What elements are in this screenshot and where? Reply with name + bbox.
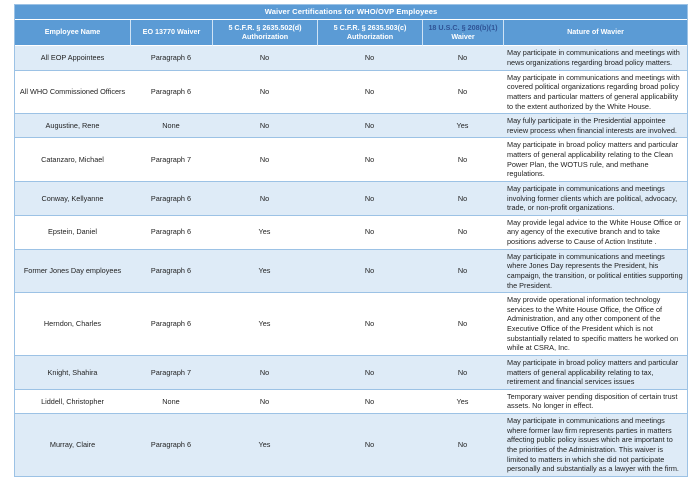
cell-cfr-502d-authorization: Yes (212, 414, 317, 476)
cell-usc-208b1-waiver: No (422, 356, 503, 390)
cell-nature-of-waiver: May provide legal advice to the White House Office or any agency of the executive branch and to take positions adverse to Cause of Action Institute . (503, 216, 687, 250)
cell-usc-208b1-waiver: No (422, 71, 503, 115)
cell-eo-13770-waiver: Paragraph 6 (130, 182, 212, 216)
cell-cfr-503c-authorization: No (317, 46, 422, 70)
table-row (15, 71, 687, 115)
table-row (15, 390, 687, 414)
cell-cfr-502d-authorization: No (212, 71, 317, 115)
cell-employee-name: Knight, Shahira (15, 356, 130, 390)
cell-cfr-502d-authorization: No (212, 138, 317, 182)
cell-cfr-503c-authorization: No (317, 138, 422, 182)
column-header-eo-13770-waiver (130, 20, 212, 47)
column-header-employee-name (15, 20, 130, 47)
column-header-label: Employee Name (44, 27, 101, 37)
cell-nature-of-waiver: May participate in communications and meetings with news organizations regarding broad policy matters. (503, 46, 687, 70)
cell-employee-name: Epstein, Daniel (15, 216, 130, 250)
cell-cfr-502d-authorization: Yes (212, 216, 317, 250)
cell-cfr-503c-authorization: No (317, 356, 422, 390)
column-header-label-line1: 5 C.F.R. § 2635.503(c) (333, 22, 407, 32)
cell-cfr-503c-authorization: No (317, 182, 422, 216)
cell-cfr-503c-authorization: No (317, 71, 422, 115)
cell-nature-of-waiver: May participate in broad policy matters and particular matters of general applicability relating to tax, retirement and financial services issues (503, 356, 687, 390)
cell-usc-208b1-waiver: No (422, 250, 503, 294)
table-row (15, 182, 687, 216)
cell-cfr-502d-authorization: No (212, 46, 317, 70)
cell-employee-name: Conway, Kellyanne (15, 182, 130, 216)
cell-eo-13770-waiver: None (130, 390, 212, 414)
table-title-row (15, 5, 687, 20)
table-row (15, 46, 687, 70)
table-row (15, 138, 687, 182)
cell-usc-208b1-waiver: No (422, 293, 503, 356)
table-row (15, 414, 687, 476)
cell-nature-of-waiver: May participate in communications and meetings where Jones Day represents the President, his campaign, the transition, or political entities supporting the President. (503, 250, 687, 294)
cell-usc-208b1-waiver: No (422, 46, 503, 70)
cell-usc-208b1-waiver: No (422, 138, 503, 182)
column-header-label-line1: 5 C.F.R. § 2635.502(d) (228, 22, 302, 32)
cell-cfr-503c-authorization: No (317, 390, 422, 414)
cell-eo-13770-waiver: None (130, 114, 212, 138)
cell-cfr-503c-authorization: No (317, 216, 422, 250)
column-header-label-line1: 18 U.S.C. § 208(b)(1) (428, 22, 498, 32)
column-header-label: EO 13770 Waiver (142, 27, 201, 37)
cell-nature-of-waiver: Temporary waiver pending disposition of certain trust assets. No longer in effect. (503, 390, 687, 414)
cell-eo-13770-waiver: Paragraph 7 (130, 138, 212, 182)
cell-nature-of-waiver: May participate in broad policy matters and particular matters of general applicability relating to the Clean Power Plan, the WOTUS rule, and methane regulations. (503, 138, 687, 182)
cell-employee-name: Murray, Claire (15, 414, 130, 476)
cell-cfr-502d-authorization: No (212, 114, 317, 138)
table-row (15, 293, 687, 356)
cell-eo-13770-waiver: Paragraph 7 (130, 356, 212, 390)
cell-nature-of-waiver: May participate in communications and meetings with covered political organizations regarding broad policy matters and particular matters of general applicability to the extent authorized by the White House. (503, 71, 687, 115)
column-header-cfr-503c-authorization (317, 20, 422, 47)
cell-employee-name: Former Jones Day employees (15, 250, 130, 294)
cell-cfr-502d-authorization: Yes (212, 293, 317, 356)
cell-nature-of-waiver: May fully participate in the Presidential appointee review process when financial interests are involved. (503, 114, 687, 138)
cell-eo-13770-waiver: Paragraph 6 (130, 216, 212, 250)
cell-cfr-502d-authorization: No (212, 390, 317, 414)
cell-usc-208b1-waiver: Yes (422, 114, 503, 138)
cell-usc-208b1-waiver: No (422, 182, 503, 216)
column-header-label: Nature of Wavier (567, 27, 624, 37)
cell-eo-13770-waiver: Paragraph 6 (130, 46, 212, 70)
cell-employee-name: Herndon, Charles (15, 293, 130, 356)
cell-usc-208b1-waiver: Yes (422, 390, 503, 414)
table-row (15, 216, 687, 250)
waiver-certifications-table (14, 4, 688, 477)
table-row (15, 356, 687, 390)
cell-cfr-503c-authorization: No (317, 293, 422, 356)
column-header-usc-208b1-waiver (422, 20, 503, 47)
cell-employee-name: Liddell, Christopher (15, 390, 130, 414)
table-title: Waiver Certifications for WHO/OVP Employees (15, 5, 687, 20)
cell-nature-of-waiver: May participate in communications and meetings involving former clients which are political, advocacy, trade, or non-profit organizations. (503, 182, 687, 216)
column-header-label-line2: Waiver (451, 32, 475, 42)
cell-employee-name: All EOP Appointees (15, 46, 130, 70)
cell-eo-13770-waiver: Paragraph 6 (130, 293, 212, 356)
cell-cfr-502d-authorization: No (212, 182, 317, 216)
column-header-cfr-502d-authorization (212, 20, 317, 47)
column-header-row (15, 20, 687, 47)
cell-cfr-502d-authorization: No (212, 356, 317, 390)
cell-cfr-503c-authorization: No (317, 250, 422, 294)
cell-cfr-503c-authorization: No (317, 414, 422, 476)
cell-nature-of-waiver: May provide operational information technology services to the White House Office, the Office of Administration, and any other component of the Executive Office of the President which is not substantially related to specific matters he worked on while at CSRA, Inc. (503, 293, 687, 356)
cell-cfr-502d-authorization: Yes (212, 250, 317, 294)
cell-usc-208b1-waiver: No (422, 216, 503, 250)
column-header-label-line2: Authorization (241, 32, 289, 42)
cell-nature-of-waiver: May participate in communications and meetings where former law firm represents parties in matters affecting public policy issues which are important to the priorities of the Administration. This waiver is limited to matters in which she did not participate personally and substantially as a lawyer with the firm. (503, 414, 687, 476)
cell-eo-13770-waiver: Paragraph 6 (130, 71, 212, 115)
cell-eo-13770-waiver: Paragraph 6 (130, 414, 212, 476)
cell-cfr-503c-authorization: No (317, 114, 422, 138)
cell-usc-208b1-waiver: No (422, 414, 503, 476)
cell-eo-13770-waiver: Paragraph 6 (130, 250, 212, 294)
cell-employee-name: Catanzaro, Michael (15, 138, 130, 182)
column-header-label-line2: Authorization (346, 32, 394, 42)
table-body (15, 46, 687, 475)
column-header-nature-of-waiver (503, 20, 687, 47)
table-row (15, 114, 687, 138)
table-row (15, 250, 687, 294)
cell-employee-name: Augustine, Rene (15, 114, 130, 138)
cell-employee-name: All WHO Commissioned Officers (15, 71, 130, 115)
